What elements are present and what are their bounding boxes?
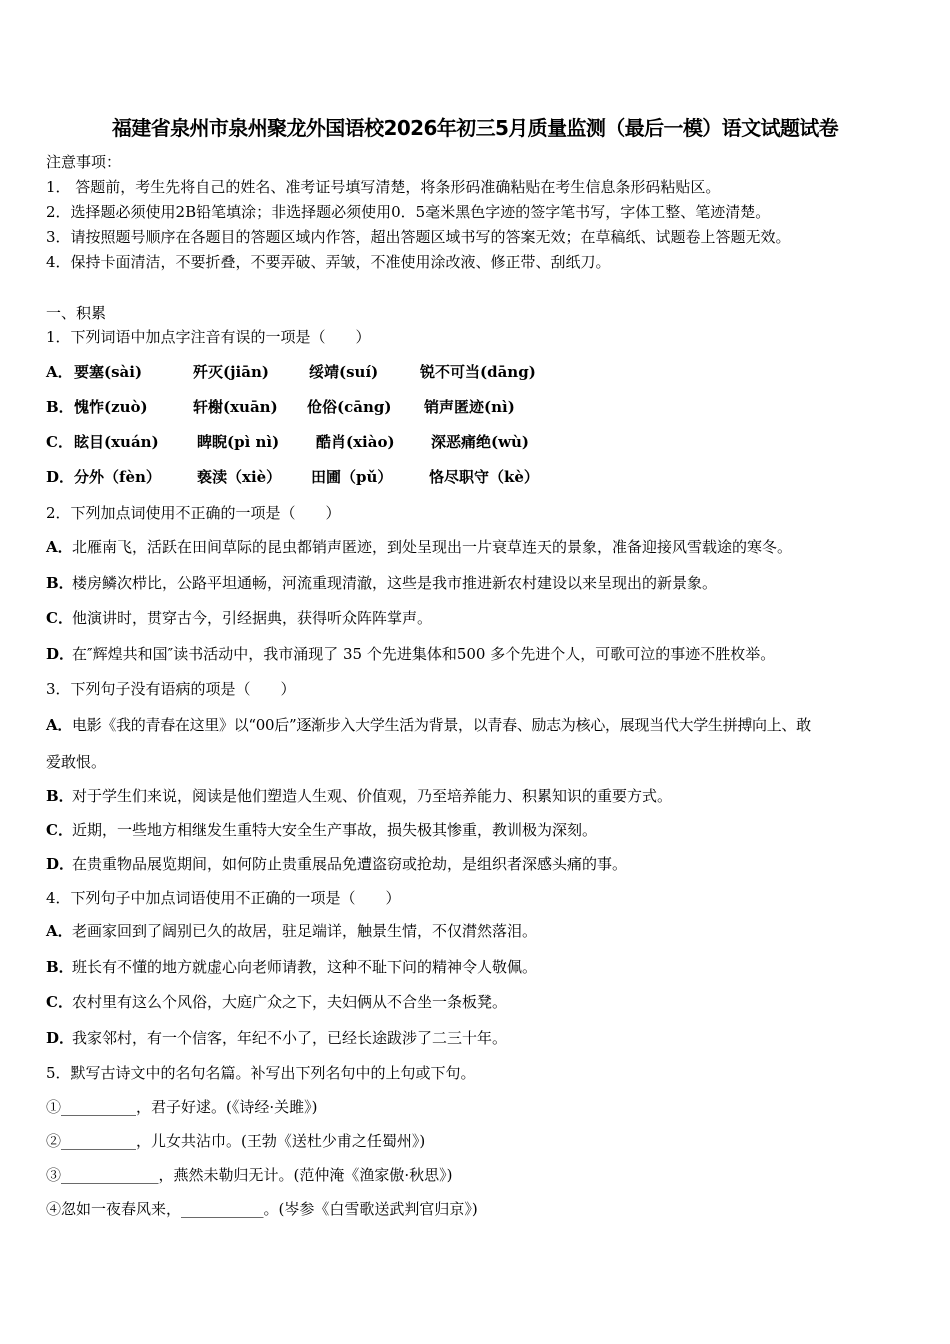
q1-row-d-item: 亵渎（xiè） bbox=[197, 468, 282, 486]
q1-row-b-item: 伧俗(cāng) bbox=[307, 398, 392, 416]
option-label: A． bbox=[46, 716, 73, 734]
q5-item: ③_____________，燕然未勒归无计。(范仲淹《渔家傲·秋思》) bbox=[46, 1166, 453, 1184]
q1-row-c-item: 深恶痛绝(wù) bbox=[431, 433, 530, 451]
notice-item: 3．请按照题号顺序在各题目的答题区域内作答，超出答题区域书写的答案无效；在草稿纸、试题卷上答题无效。 bbox=[46, 228, 791, 246]
q1-row-b-item: 愧怍(zuò) bbox=[74, 398, 148, 416]
q3-option-b bbox=[46, 786, 672, 806]
option-text: 老画家回到了阔别已久的故居，驻足端详，触景生情，不仅潸然落泪。 bbox=[72, 922, 538, 940]
option-label: B． bbox=[46, 958, 74, 976]
q5-item: ②__________，儿女共沾巾。(王勃《送杜少甫之任蜀州》) bbox=[46, 1132, 426, 1150]
option-text: 农村里有这么个风俗，大庭广众之下，夫妇俩从不合坐一条板凳。 bbox=[72, 993, 508, 1011]
notice-item: 1． 答题前，考生先将自己的姓名、准考证号填写清楚，将条形码准确粘贴在考生信息条形码粘贴区。 bbox=[46, 178, 721, 196]
option-label: D． bbox=[46, 645, 75, 663]
option-text: 他演讲时，贯穿古今，引经据典，获得听众阵阵掌声。 bbox=[72, 609, 433, 627]
question-1-stem: 1．下列词语中加点字注音有误的一项是（ ） bbox=[46, 328, 371, 346]
q3-option-a bbox=[46, 715, 811, 735]
option-label: C． bbox=[46, 821, 73, 839]
option-label: D． bbox=[46, 1029, 75, 1047]
q3-option-a-cont: 爱敢恨。 bbox=[46, 753, 107, 771]
q1-row-a-item: 锐不可当(dāng) bbox=[420, 363, 536, 381]
q4-option-c bbox=[46, 992, 507, 1012]
section-heading: 一、积累 bbox=[46, 304, 107, 322]
q1-row-c-item: 酷肖(xiào) bbox=[316, 433, 395, 451]
option-text: 在″辉煌共和国″读书活动中，我市涌现了 35 个先进集体和500 多个先进个人，可歌可泣的事迹不胜枚举。 bbox=[72, 645, 776, 663]
q1-row-b-label: B． bbox=[46, 398, 74, 416]
q4-option-d bbox=[46, 1028, 507, 1048]
option-text: 我家邻村，有一个信客，年纪不小了，已经长途跋涉了二三十年。 bbox=[72, 1029, 508, 1047]
q2-option-c bbox=[46, 608, 432, 628]
option-text: 对于学生们来说，阅读是他们塑造人生观、价值观，乃至培养能力、积累知识的重要方式。 bbox=[72, 787, 673, 805]
q1-row-c-label: C． bbox=[46, 433, 73, 451]
option-label: B． bbox=[46, 787, 74, 805]
question-4-stem: 4．下列句子中加点词语使用不正确的一项是（ ） bbox=[46, 889, 401, 907]
question-2-stem: 2．下列加点词使用不正确的一项是（ ） bbox=[46, 504, 341, 522]
option-text: 北雁南飞，活跃在田间草际的昆虫都销声匿迹，到处呈现出一片衰草连天的景象，准备迎接风雪载途的寒冬。 bbox=[72, 538, 793, 556]
q1-row-a-label: A． bbox=[46, 363, 73, 381]
option-text: 楼房鳞次栉比，公路平坦通畅，河流重现清澈，这些是我市推进新农村建设以来呈现出的新景象。 bbox=[72, 574, 718, 592]
q1-row-d-item: 田圃（pǔ） bbox=[311, 468, 393, 486]
q4-option-a bbox=[46, 921, 537, 941]
question-3-stem: 3．下列句子没有语病的项是（ ） bbox=[46, 680, 296, 698]
q1-row-d-item: 分外（fèn） bbox=[74, 468, 161, 486]
notice-item: 2．选择题必须使用2B铅笔填涂；非选择题必须使用0．5毫米黑色字迹的签字笔书写，字体工整、笔迹清楚。 bbox=[46, 203, 771, 221]
option-text: 在贵重物品展览期间，如何防止贵重展品免遭盗窃或抢劫，是组织者深感头痛的事。 bbox=[72, 855, 628, 873]
option-label: C． bbox=[46, 993, 73, 1011]
q2-option-b bbox=[46, 573, 717, 593]
option-text: 电影《我的青春在这里》以“00后”逐渐步入大学生活为背景，以青春、励志为核心，展现当代大学生拼搏向上、敢 bbox=[72, 716, 811, 734]
q1-row-a-item: 绥靖(suí) bbox=[309, 363, 379, 381]
option-label: B． bbox=[46, 574, 74, 592]
option-label: A． bbox=[46, 922, 73, 940]
q1-row-a-item: 要塞(sài) bbox=[74, 363, 143, 381]
q3-option-c bbox=[46, 820, 597, 840]
exam-title: 福建省泉州市泉州聚龙外国语校2026年初三5月质量监测（最后一模）语文试题试卷 bbox=[111, 116, 839, 140]
q2-option-a bbox=[46, 537, 792, 557]
option-label: D． bbox=[46, 855, 75, 873]
q1-row-c-item: 眩目(xuán) bbox=[74, 433, 159, 451]
option-text: 近期，一些地方相继发生重特大安全生产事故，损失极其惨重，教训极为深刻。 bbox=[72, 821, 598, 839]
option-label: A． bbox=[46, 538, 73, 556]
q2-option-d bbox=[46, 644, 775, 664]
q1-row-c-item: 睥睨(pì nì) bbox=[197, 433, 280, 451]
notice-item: 4．保持卡面清洁，不要折叠，不要弄破、弄皱，不准使用涂改液、修正带、刮纸刀。 bbox=[46, 253, 611, 271]
option-text: 班长有不懂的地方就虚心向老师请教，这种不耻下问的精神令人敬佩。 bbox=[72, 958, 538, 976]
q4-option-b bbox=[46, 957, 537, 977]
q1-row-b-item: 轩榭(xuān) bbox=[193, 398, 278, 416]
q5-item: ④忽如一夜春风来，___________。(岑参《白雪歌送武判官归京》) bbox=[46, 1200, 478, 1218]
q3-option-d bbox=[46, 854, 627, 874]
q1-row-d-label: D． bbox=[46, 468, 75, 486]
notice-heading: 注意事项： bbox=[46, 153, 122, 171]
q1-row-a-item: 歼灭(jiān) bbox=[193, 363, 269, 381]
option-label: C． bbox=[46, 609, 73, 627]
q1-row-b-item: 销声匿迹(nì) bbox=[424, 398, 515, 416]
q1-row-d-item: 恪尽职守（kè） bbox=[429, 468, 539, 486]
question-5-stem: 5．默写古诗文中的名句名篇。补写出下列名句中的上句或下句。 bbox=[46, 1064, 476, 1082]
q5-item: ①__________，君子好逑。(《诗经·关雎》) bbox=[46, 1098, 318, 1116]
